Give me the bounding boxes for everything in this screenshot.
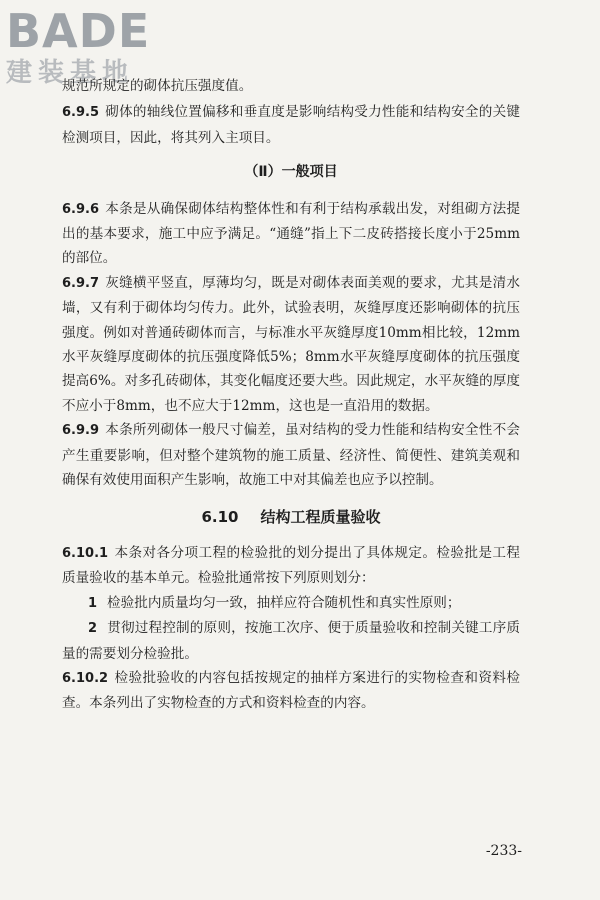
list-item-2 <box>62 616 520 666</box>
clause-text: 本条是从确保砌体结构整体性和有利于结构承载出发，对组砌方法提出的基本要求，施工中应予满足。“通缝”指上下二皮砖搭接长度小于25mm的部位。 <box>62 200 520 267</box>
clause-text: 砌体的轴线位置偏移和垂直度是影响结构受力性能和结构安全的关键检测项目，因此，将其列入主项目。 <box>62 104 520 146</box>
section-number: 6.10 <box>201 507 239 526</box>
section-title: 结构工程质量验收 <box>260 507 381 526</box>
clause-number: 6.10.2 <box>62 670 109 686</box>
clause-6-10-1 <box>62 541 520 591</box>
subheading-general-items: （Ⅱ）一般项目 <box>244 164 338 181</box>
list-item-number: 1 <box>88 595 98 611</box>
paragraph-continuation <box>62 74 520 98</box>
clause-6-10-2 <box>62 666 520 716</box>
clause-text: 检验批验收的内容包括按规定的抽样方案进行的实物检查和资料检查。本条列出了实物检查的方式和资料检查的内容。 <box>62 669 520 712</box>
clause-6-9-6 <box>62 197 520 271</box>
page-content <box>62 74 520 716</box>
clause-6-9-7 <box>62 271 520 418</box>
clause-number: 6.9.9 <box>62 423 100 439</box>
list-item-1 <box>62 591 520 616</box>
list-item-text: 贯彻过程控制的原则，按施工次序、便于质量验收和控制关键工序质量的需要划分检验批。 <box>62 620 520 662</box>
logo-subtitle: 建装基地 <box>6 58 135 88</box>
list-item-text: 检验批内质量均匀一致，抽样应符合随机性和真实性原则； <box>107 594 461 611</box>
clause-number: 6.9.5 <box>62 105 100 121</box>
clause-text: 本条所列砌体一般尺寸偏差，虽对结构的受力性能和结构安全性不会产生重要影响，但对整个建筑物的施工质量、经济性、简便性、建筑美观和确保有效使用面积产生影响，故施工中对其偏差也应予以控制。 <box>62 422 520 489</box>
paragraph-text: 规范所规定的砌体抗压强度值。 <box>62 78 253 94</box>
clause-6-9-5 <box>62 100 520 150</box>
clause-text: 本条对各分项工程的检验批的划分提出了具体规定。检验批是工程质量验收的基本单元。检验批通常按下列原则划分： <box>62 544 520 587</box>
clause-number: 6.10.1 <box>62 545 109 561</box>
clause-6-9-9 <box>62 418 520 492</box>
section-heading <box>62 505 520 529</box>
clause-number: 6.9.7 <box>62 275 100 291</box>
logo-brand: BADE <box>6 4 151 58</box>
clause-number: 6.9.6 <box>62 201 100 217</box>
list-item-number: 2 <box>88 621 98 637</box>
clause-text: 灰缝横平竖直，厚薄均匀，既是对砌体表面美观的要求，尤其是清水墙，又有利于砌体均匀传力。此外，试验表明，灰缝厚度还影响砌体的抗压强度。例如对普通砖砌体而言，与标准水平灰缝厚度10mm相比较，12mm水平灰缝厚度砌体的抗压强度降低5%；8mm水平灰缝厚度砌体的抗压强度提高6%。对多孔砖砌体，其变化幅度还要大些。因此规定，水平灰缝的厚度不应小于8mm，也不应大于12mm，这也是一直沿用的数据。 <box>62 274 520 414</box>
page-number: -233- <box>485 843 522 859</box>
